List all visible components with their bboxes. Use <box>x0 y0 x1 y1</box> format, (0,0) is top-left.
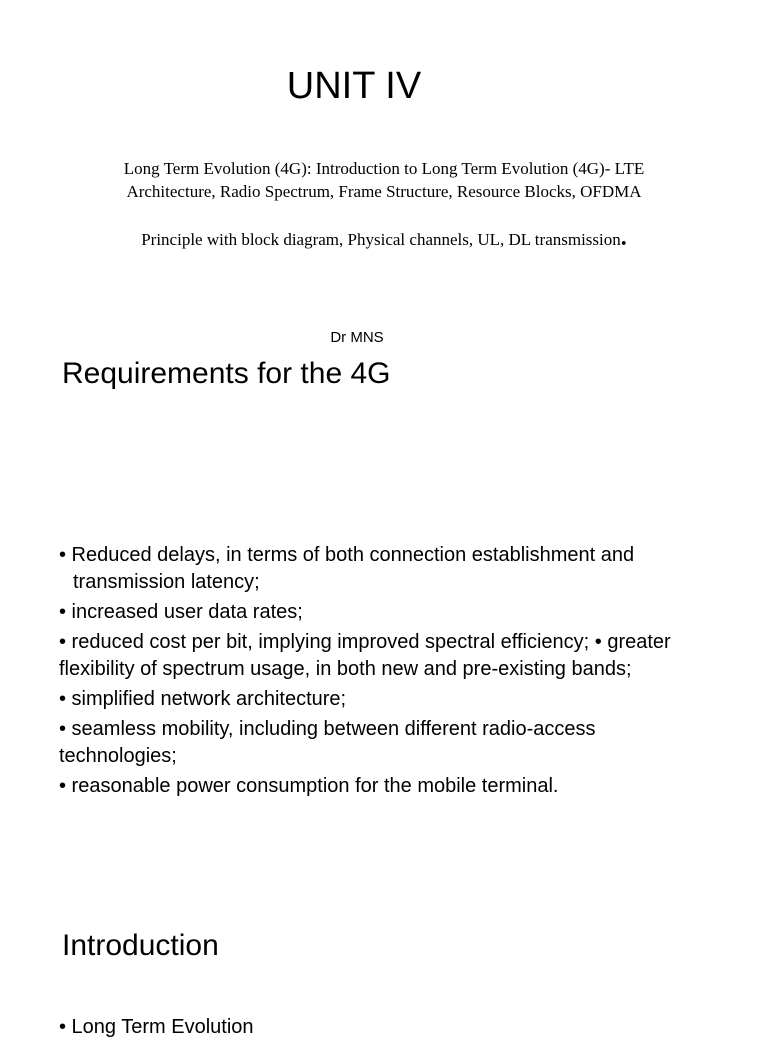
subtitle-line-1: Long Term Evolution (4G): Introduction to Long Term Evolution (4G)- LTE <box>123 159 645 178</box>
subtitle-line-3-text: Principle with block diagram, Physical channels, UL, DL transmission <box>141 230 621 249</box>
requirement-item: • simplified network architecture; <box>59 688 347 710</box>
subtitle-end-dot: . <box>620 225 627 251</box>
requirements-list <box>59 542 709 803</box>
slide-title: UNIT IV <box>286 65 422 107</box>
requirement-item: • Reduced delays, in terms of both connection establishment and transmission latency; <box>59 544 635 593</box>
requirements-heading: Requirements for the 4G <box>62 357 391 390</box>
requirement-item: • reasonable power consumption for the mobile terminal. <box>59 775 559 797</box>
requirement-item: • reduced cost per bit, implying improved spectral efficiency; • greater flexibility of spectrum usage, in both new and pre-existing bands; <box>59 631 671 680</box>
subtitle-line-3 <box>60 226 708 252</box>
requirement-item: • increased user data rates; <box>59 601 303 623</box>
introduction-first-bullet: • Long Term Evolution <box>59 1016 254 1038</box>
subtitle-line-2: Architecture, Radio Spectrum, Frame Structure, Resource Blocks, OFDMA <box>126 182 642 201</box>
introduction-heading: Introduction <box>62 929 219 962</box>
author-name: Dr MNS <box>330 329 384 346</box>
requirement-item: • seamless mobility, including between different radio-access technologies; <box>59 718 596 767</box>
